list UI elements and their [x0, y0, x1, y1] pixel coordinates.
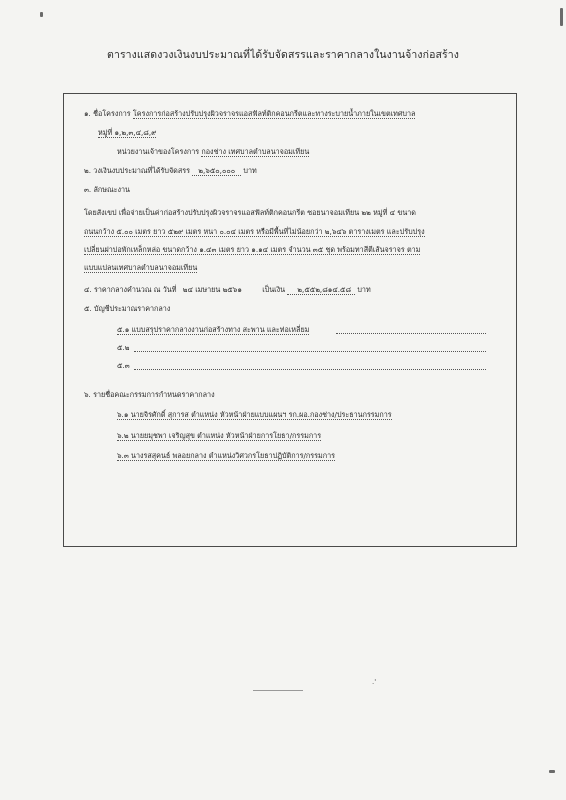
- committee-label: ๖. รายชื่อคณะกรรมการกำหนดราคากลาง: [84, 390, 215, 399]
- project-name-label: ๑. ชื่อโครงการ: [84, 109, 131, 118]
- project-name: [84, 109, 415, 118]
- work-type-label: ๓. ลักษณะงาน: [84, 185, 130, 194]
- footer-rule: [253, 690, 303, 691]
- scan-mark: [549, 770, 555, 773]
- estimate-list-label: ๕. บัญชีประมาณราคากลาง: [84, 304, 171, 313]
- estimate-item-1-fill: [336, 333, 486, 334]
- estimate-item-2-fill: [134, 351, 486, 352]
- agency-label: หน่วยงานเจ้าของโครงการ: [117, 147, 200, 156]
- estimate-item-3-fill: [134, 369, 486, 370]
- committee-member-1: ๖.๑ นายจิรศักดิ์ สุการส ตำแหน่ง หัวหน้าฝ่ายแบบแผนฯ รก.ผอ.กองช่าง/ประธานกรรมการ: [117, 410, 392, 419]
- median-price-date: ๒๔ เมษายน ๒๕๖๑: [182, 285, 242, 294]
- budget-unit: บาท: [243, 166, 257, 175]
- committee-member-3: ๖.๓ นางรสสุคนธ์ พลอยกลาง ตำแหน่งวิศวกรโยธาปฏิบัติการ/กรรมการ: [117, 451, 335, 460]
- work-desc-4: แบบแปลนเทศบาลตำบลนาจอมเทียน: [84, 263, 198, 272]
- scan-speck: .': [372, 678, 377, 686]
- budget-line: [84, 166, 257, 175]
- estimate-item-1: ๕.๑ แบบสรุปราคากลางงานก่อสร้างทาง สะพาน และท่อเหลี่ยม: [117, 325, 310, 334]
- work-desc-1: โดยสังเขป เพื่อจ่ายเป็นค่าก่อสร้างปรับปรุงผิวจราจรแอสฟัลท์ติกคอนกรีต ซอยนาจอมเทียน ๒๒ หมู่ที่ ๔ ขนาด: [84, 208, 416, 217]
- scan-mark: [560, 8, 563, 26]
- scan-mark: [40, 12, 43, 17]
- project-villages: หมู่ที่ ๑,๒,๓,๔,๘,๙: [98, 128, 157, 137]
- median-price-amount-label: เป็นเงิน: [262, 285, 285, 294]
- project-name-value: โครงการก่อสร้างปรับปรุงผิวจราจรแอสฟัลท์ติกคอนกรีตและทางระบายน้ำภายในเขตเทศบาล: [132, 109, 416, 118]
- project-agency: [117, 147, 309, 156]
- median-price-line: [84, 285, 371, 294]
- agency-value: กองช่าง เทศบาลตำบลนาจอมเทียน: [201, 147, 310, 156]
- document-title: ตารางแสดงวงเงินงบประมาณที่ได้รับจัดสรรและราคากลางในงานจ้างก่อสร้าง: [107, 49, 459, 61]
- estimate-item-2: ๕.๒: [117, 343, 130, 352]
- committee-member-2: ๖.๒ นายยมุชพา เจริญสุข ตำแหน่ง หัวหน้าฝ่ายการโยธา/กรรมการ: [117, 431, 322, 440]
- content-frame: [63, 93, 517, 547]
- estimate-item-3: ๕.๓: [117, 361, 130, 370]
- median-price-unit: บาท: [357, 285, 371, 294]
- median-price-label: ๔. ราคากลางคำนวณ ณ วันที่: [84, 285, 177, 294]
- work-desc-3: เปลี่ยนฝาบ่อพักเหล็กหล่อ ขนาดกว้าง ๑.๔๓ เมตร ยาว ๑.๑๔ เมตร จำนวน ๓๕ ชุด พร้อมทาสีตีเส้นจราจร ตาม: [84, 245, 421, 254]
- median-price-amount: ๒,๕๕๒,๘๑๔.๕๘: [287, 285, 355, 295]
- work-desc-2: ถนนกว้าง ๕.๐๐ เมตร ยาว ๕๒๙ เมตร หนา ๐.๐๔ เมตร หรือมีพื้นที่ไม่น้อยกว่า ๒,๖๔๖ ตารางเมตร และปรับปรุง: [84, 227, 425, 236]
- budget-value: ๒,๖๕๐,๐๐๐: [192, 166, 241, 176]
- budget-label: ๒. วงเงินงบประมาณที่ได้รับจัดสรร: [84, 166, 190, 175]
